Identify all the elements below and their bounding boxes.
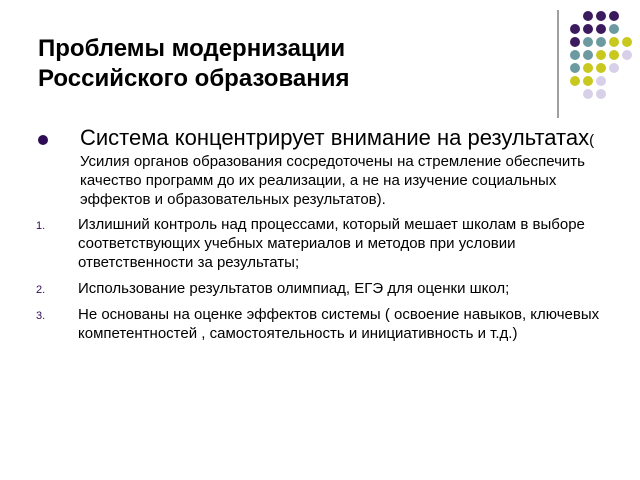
slide-content xyxy=(36,124,606,350)
decorative-dot xyxy=(609,11,619,21)
decorative-dot xyxy=(570,50,580,60)
slide-title xyxy=(38,34,518,94)
decorative-dot xyxy=(570,24,580,34)
decorative-divider-line xyxy=(557,10,559,118)
decorative-dot xyxy=(570,37,580,47)
list-item xyxy=(36,279,606,298)
decorative-dot xyxy=(583,24,593,34)
list-item xyxy=(36,215,606,272)
list-item-text: Использование результатов олимпиад, ЕГЭ для оценки школ; xyxy=(78,280,510,297)
decorative-dot xyxy=(609,24,619,34)
decorative-dot xyxy=(609,50,619,60)
decorative-dot xyxy=(583,37,593,47)
list-item-number: 3. xyxy=(36,310,46,322)
numbered-list xyxy=(36,215,606,343)
decorative-dot xyxy=(570,76,580,86)
slide-title-line-2: Российского образования xyxy=(38,65,350,92)
decorative-dot xyxy=(596,89,606,99)
decorative-dot xyxy=(583,76,593,86)
decorative-dot xyxy=(609,63,619,73)
decorative-dot xyxy=(583,63,593,73)
decorative-dot xyxy=(609,37,619,47)
decorative-dot xyxy=(596,76,606,86)
bullet-dot-icon xyxy=(38,135,48,145)
decorative-dot xyxy=(596,37,606,47)
decorative-dot xyxy=(596,50,606,60)
main-bullet xyxy=(36,124,606,209)
list-item-number: 2. xyxy=(36,284,46,296)
list-item-text: Не основаны на оценке эффектов системы ( освоение навыков, ключевых компетентностей , самостоятельность и инициативность и т.д.) xyxy=(78,306,600,342)
list-item xyxy=(36,305,606,343)
decorative-dot xyxy=(622,37,632,47)
list-item-text: Излишний контроль над процессами, который мешает школам в выборе соответствующих учебных материалов и методов при условии ответственности за результаты; xyxy=(78,216,585,271)
decorative-dot xyxy=(596,63,606,73)
slide-title-line-1: Проблемы модернизации xyxy=(38,35,346,62)
main-bullet-note: ( Усилия органов образования сосредоточены на стремление обеспечить качество программ до их реализации, а не на изучение социальных эффектов и образовательных результатов). xyxy=(80,132,595,208)
list-item-number: 1. xyxy=(36,220,46,232)
decorative-dot xyxy=(622,50,632,60)
decorative-dot xyxy=(583,89,593,99)
decorative-dot xyxy=(596,24,606,34)
decorative-dot xyxy=(570,63,580,73)
decorative-dot xyxy=(583,50,593,60)
decorative-dot xyxy=(596,11,606,21)
main-bullet-heading: Система концентрирует внимание на результатах xyxy=(80,125,590,150)
decorative-dot xyxy=(583,11,593,21)
